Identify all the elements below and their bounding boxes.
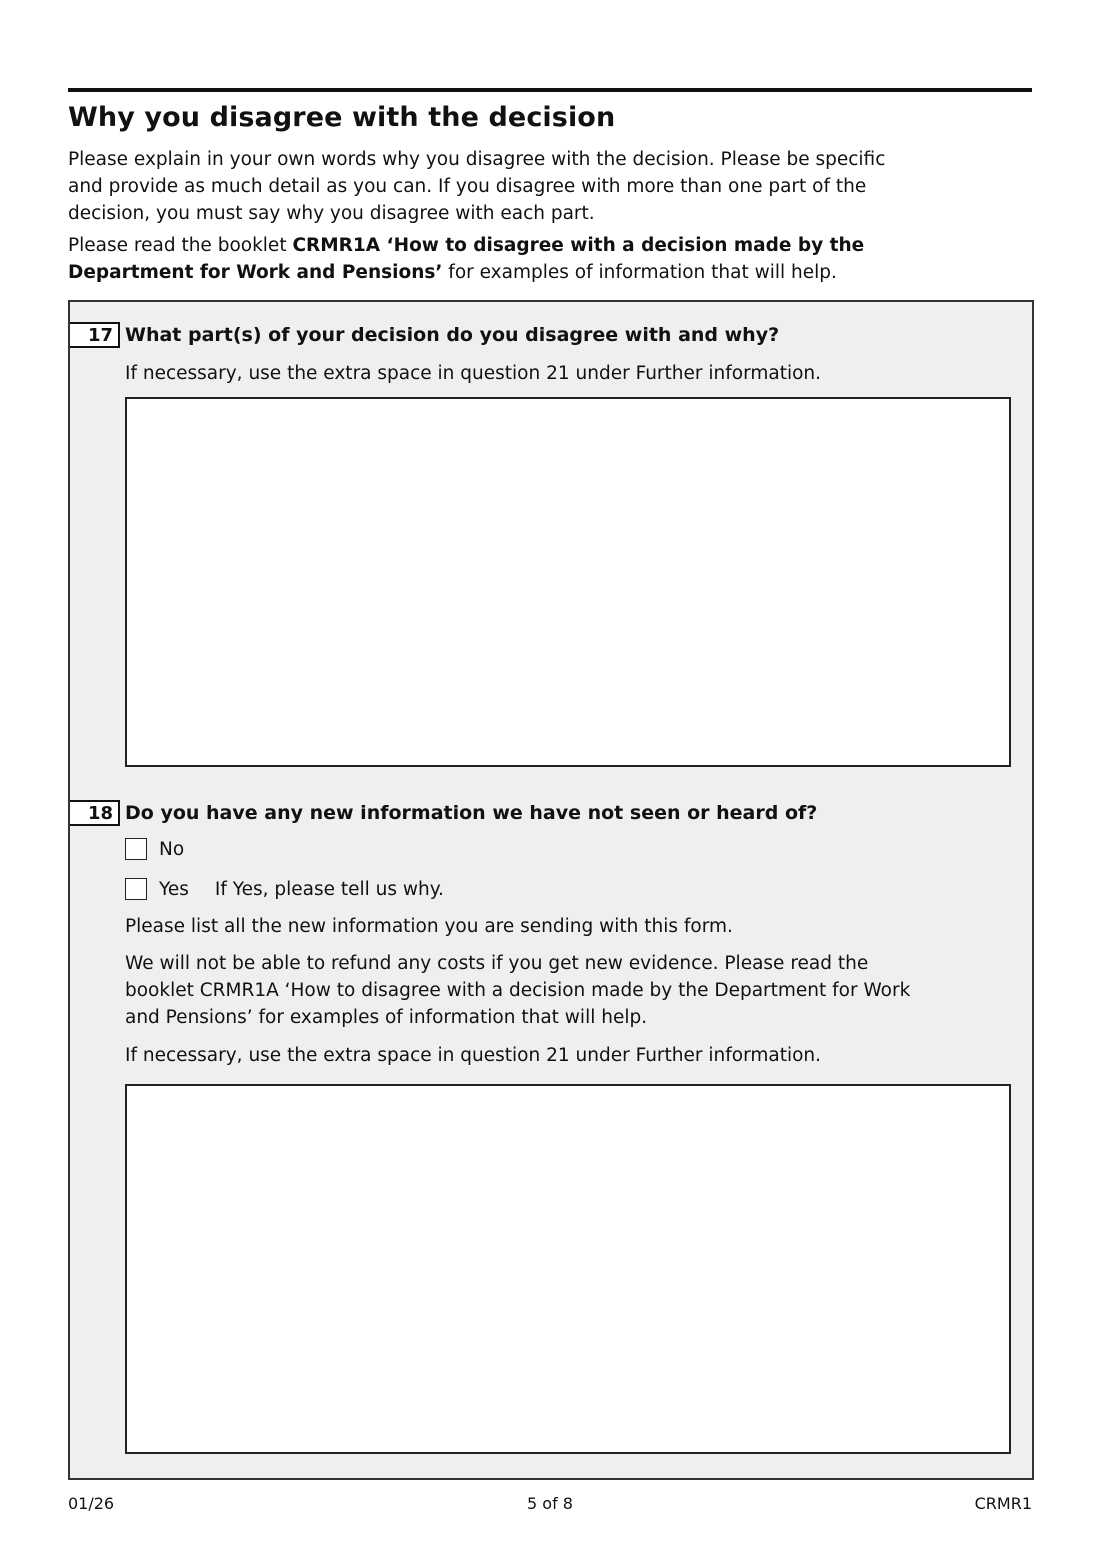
booklet-prefix: Please read the booklet: [68, 235, 293, 256]
section-title: Why you disagree with the decision: [68, 102, 616, 133]
questions-panel: [68, 300, 1034, 1480]
no-checkbox[interactable]: [125, 838, 147, 860]
no-label: No: [159, 838, 185, 860]
booklet-suffix: for examples of information that will help.: [442, 262, 837, 283]
question-17-hint: If necessary, use the extra space in question 21 under Further information.: [125, 363, 822, 384]
list-instruction: Please list all the new information you are sending with this form.: [125, 916, 733, 937]
yes-label: Yes: [159, 878, 189, 900]
booklet-paragraph: [68, 232, 888, 286]
question-17-answer-box[interactable]: [125, 397, 1011, 767]
footer-date: 01/26: [68, 1494, 115, 1513]
yes-hint: If Yes, please tell us why.: [214, 878, 444, 900]
refund-text: We will not be able to refund any costs if you get new evidence. Please read the booklet CRMR1A ‘How to disagree with a decision made by the Department for Work and Pensions’ for examples of information that: [125, 953, 911, 1028]
question-18-title: Do you have any new information we have not seen or heard of?: [125, 802, 818, 824]
intro-paragraph: Please explain in your own words why you disagree with the decision. Please be specific and provide as much detail as you can. If you disagree with more than one part of the decision, you must say why you disagree with each part.: [68, 149, 886, 224]
question-17-title: What part(s) of your decision do you disagree with and why?: [125, 324, 780, 346]
option-yes-row: [125, 876, 444, 902]
option-no-row: [125, 836, 210, 862]
refund-paragraph: [125, 950, 925, 1031]
footer-page-number: 5 of 8: [527, 1494, 573, 1513]
top-divider: [68, 88, 1032, 92]
footer-form-code: CRMR1: [974, 1494, 1032, 1513]
booklet-title: CRMR1A ‘How to disagree with a decision made by the Department for Work and Pensions’: [68, 235, 865, 283]
yes-checkbox[interactable]: [125, 878, 147, 900]
question-17-number: 17: [70, 322, 120, 348]
question-18-hint: If necessary, use the extra space in question 21 under Further information.: [125, 1045, 822, 1066]
question-18-answer-box[interactable]: [125, 1084, 1011, 1454]
question-18-number: 18: [70, 800, 120, 826]
refund-bold: will help.: [564, 1007, 648, 1028]
